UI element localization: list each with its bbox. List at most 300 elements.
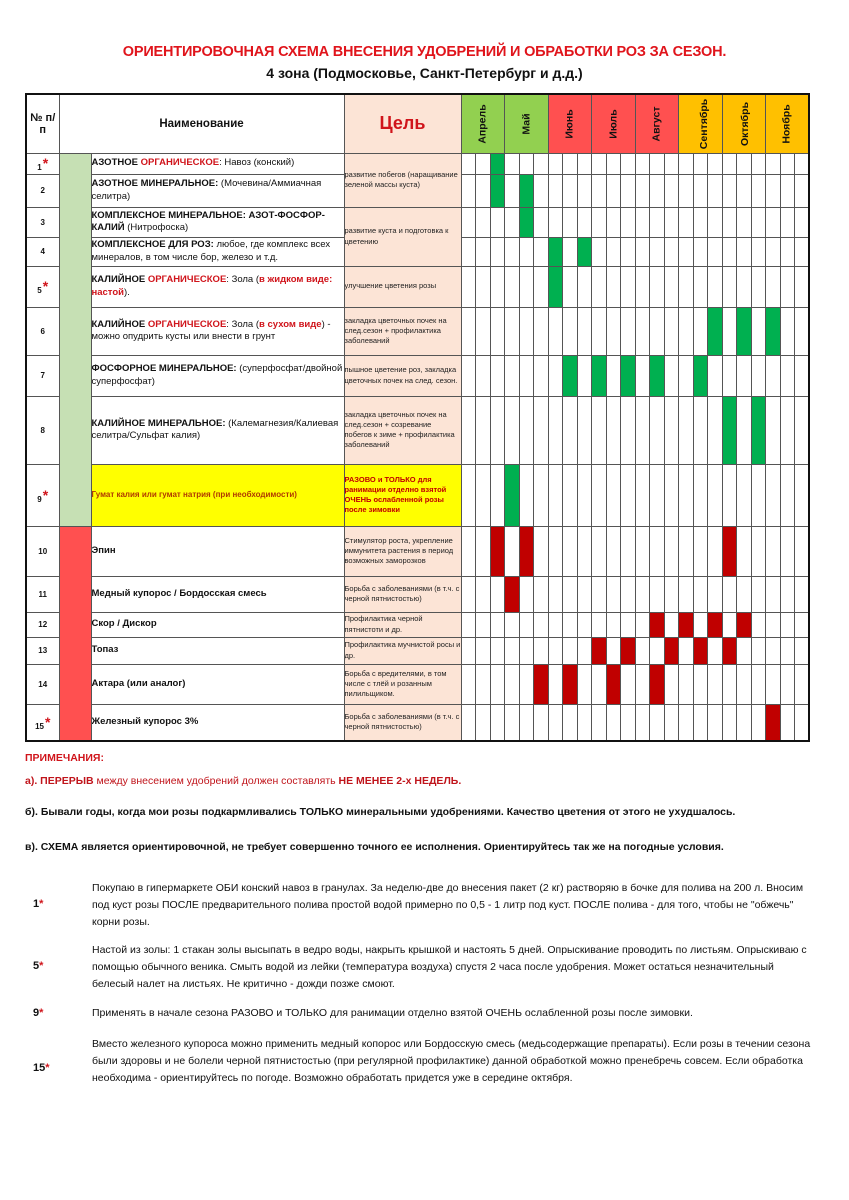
schedule-cell xyxy=(693,307,708,355)
schedule-cell xyxy=(621,704,636,741)
schedule-cell xyxy=(650,266,665,307)
schedule-cell xyxy=(679,266,694,307)
schedule-cell xyxy=(563,704,578,741)
schedule-cell xyxy=(505,704,520,741)
schedule-cell xyxy=(606,396,621,464)
schedule-cell xyxy=(708,464,723,526)
item-subtype: ОРГАНИЧЕСКОЕ xyxy=(147,318,227,330)
schedule-cell xyxy=(766,153,781,174)
schedule-cell xyxy=(621,664,636,704)
schedule-mark xyxy=(693,637,708,664)
schedule-cell xyxy=(708,664,723,704)
schedule-cell xyxy=(708,576,723,612)
schedule-cell xyxy=(722,664,737,704)
footnote-15 xyxy=(25,1036,815,1086)
schedule-cell xyxy=(679,464,694,526)
schedule-cell xyxy=(722,355,737,396)
schedule-cell xyxy=(780,612,795,637)
schedule-cell xyxy=(476,237,491,266)
schedule-cell xyxy=(708,637,723,664)
table-row xyxy=(26,207,809,237)
page-title: ОРИЕНТИРОВОЧНАЯ СХЕМА ВНЕСЕНИЯ УДОБРЕНИЙ И ОБРАБОТКИ РОЗ ЗА СЕЗОН. xyxy=(122,44,727,60)
schedule-cell xyxy=(751,637,766,664)
schedule-cell xyxy=(751,174,766,207)
schedule-cell xyxy=(548,464,563,526)
schedule-table xyxy=(25,93,810,742)
schedule-cell xyxy=(664,307,679,355)
schedule-cell xyxy=(708,266,723,307)
schedule-cell xyxy=(461,307,476,355)
schedule-cell xyxy=(577,704,592,741)
schedule-cell xyxy=(708,153,723,174)
schedule-cell xyxy=(592,576,607,612)
schedule-cell xyxy=(795,612,810,637)
schedule-cell xyxy=(461,704,476,741)
schedule-cell xyxy=(780,237,795,266)
footnote-9 xyxy=(25,1005,815,1022)
schedule-cell xyxy=(751,237,766,266)
schedule-cell xyxy=(461,174,476,207)
item-type: КАЛИЙНОЕ xyxy=(91,318,148,330)
schedule-mark xyxy=(650,355,665,396)
asterisk-icon: * xyxy=(39,960,44,972)
schedule-cell xyxy=(476,704,491,741)
schedule-cell xyxy=(519,396,534,464)
schedule-cell xyxy=(780,637,795,664)
page-subtitle: 4 зона (Подмосковье, Санкт-Петербург и д.д.) xyxy=(266,65,583,81)
schedule-cell xyxy=(548,704,563,741)
item-goal: закладка цветочных почек на след.сезон + созревание побегов к зиме + профилактика заболеваний xyxy=(344,396,461,464)
schedule-cell xyxy=(476,526,491,576)
item-name xyxy=(91,664,344,704)
schedule-cell xyxy=(476,207,491,237)
asterisk-icon: * xyxy=(42,155,49,171)
schedule-cell xyxy=(577,576,592,612)
schedule-cell xyxy=(577,355,592,396)
schedule-cell xyxy=(476,464,491,526)
schedule-cell xyxy=(708,355,723,396)
month-header xyxy=(722,94,766,153)
schedule-cell xyxy=(650,237,665,266)
schedule-cell xyxy=(461,237,476,266)
schedule-cell xyxy=(606,266,621,307)
schedule-cell xyxy=(679,355,694,396)
note-a-prefix: а). xyxy=(25,775,41,787)
schedule-cell xyxy=(722,612,737,637)
schedule-cell xyxy=(780,307,795,355)
item-form: в жидком виде: настой xyxy=(91,274,333,298)
schedule-cell xyxy=(563,612,578,637)
item-goal: Профилактика черной пятнистоти и др. xyxy=(344,612,461,637)
schedule-cell xyxy=(635,464,650,526)
schedule-cell xyxy=(461,612,476,637)
schedule-cell xyxy=(635,207,650,237)
schedule-cell xyxy=(606,612,621,637)
schedule-cell xyxy=(635,355,650,396)
schedule-cell xyxy=(490,396,505,464)
schedule-cell xyxy=(461,637,476,664)
table-row xyxy=(26,355,809,396)
schedule-cell xyxy=(693,174,708,207)
schedule-cell xyxy=(664,207,679,237)
schedule-cell xyxy=(548,174,563,207)
schedule-cell xyxy=(534,237,549,266)
schedule-cell xyxy=(461,664,476,704)
schedule-cell xyxy=(635,237,650,266)
row-number xyxy=(26,664,59,704)
row-number xyxy=(26,355,59,396)
item-goal: Борьба с заболеваниями (в т.ч. с черной пятнистостью) xyxy=(344,576,461,612)
item-name xyxy=(91,576,344,612)
schedule-cell xyxy=(679,637,694,664)
schedule-mark xyxy=(548,237,563,266)
schedule-cell xyxy=(766,612,781,637)
schedule-cell xyxy=(563,576,578,612)
schedule-cell xyxy=(679,237,694,266)
schedule-cell xyxy=(621,464,636,526)
schedule-cell xyxy=(505,612,520,637)
schedule-cell xyxy=(635,174,650,207)
row-number-text: 13 xyxy=(38,646,48,655)
schedule-cell xyxy=(548,576,563,612)
schedule-cell xyxy=(505,207,520,237)
schedule-cell xyxy=(592,526,607,576)
schedule-mark xyxy=(766,704,781,741)
schedule-cell xyxy=(679,396,694,464)
schedule-cell xyxy=(490,637,505,664)
schedule-cell xyxy=(606,704,621,741)
schedule-cell xyxy=(751,464,766,526)
item-detail: : Навоз (конский) xyxy=(219,157,295,169)
footnote-text: Настой из золы: 1 стакан золы высыпать в ведро воды, накрыть крышкой и настоять 5 дней. Опрыскивание проводить по листьям. Опрыскиваю с помощью обычного веника. Смыть водой из лейки (температура воздуха) спустя 2 часа после удобрения. Может остаться незначительный белесый налет на листьях. Не критично - дожди позже смоют. xyxy=(92,944,807,990)
item-type: АЗОТНОЕ xyxy=(91,157,141,169)
schedule-cell xyxy=(563,526,578,576)
schedule-cell xyxy=(635,307,650,355)
schedule-cell xyxy=(650,153,665,174)
item-name xyxy=(91,637,344,664)
footnote-1 xyxy=(25,880,815,930)
row-number xyxy=(26,153,59,174)
schedule-cell xyxy=(548,355,563,396)
month-label: Октябрь xyxy=(738,101,751,146)
schedule-cell xyxy=(679,526,694,576)
item-type: Медный купорос / Бордосская смесь xyxy=(91,587,267,599)
schedule-cell xyxy=(505,266,520,307)
row-number xyxy=(26,396,59,464)
row-number xyxy=(26,237,59,266)
schedule-cell xyxy=(476,307,491,355)
schedule-cell xyxy=(606,153,621,174)
schedule-mark xyxy=(505,464,520,526)
schedule-cell xyxy=(592,664,607,704)
schedule-cell xyxy=(577,526,592,576)
month-label: Сентябрь xyxy=(698,98,711,149)
schedule-cell xyxy=(635,266,650,307)
note-b: б). Бывали годы, когда мои розы подкармливались ТОЛЬКО минеральными удобрениями. Качество цветения от этого не ухудшалось. xyxy=(25,806,736,818)
item-detail: : Зола ( xyxy=(226,274,260,286)
schedule-cell xyxy=(548,153,563,174)
schedule-cell xyxy=(621,266,636,307)
row-number xyxy=(26,307,59,355)
row-number-text: 9 xyxy=(37,494,42,504)
schedule-cell xyxy=(621,174,636,207)
table-row xyxy=(26,266,809,307)
schedule-cell xyxy=(534,153,549,174)
item-goal: закладка цветочных почек на след.сезон + профилактика заболеваний xyxy=(344,307,461,355)
row-number xyxy=(26,576,59,612)
schedule-cell xyxy=(606,464,621,526)
schedule-cell xyxy=(563,307,578,355)
schedule-cell xyxy=(722,266,737,307)
schedule-cell xyxy=(577,612,592,637)
schedule-cell xyxy=(737,355,752,396)
schedule-cell xyxy=(635,153,650,174)
schedule-cell xyxy=(534,576,549,612)
schedule-cell xyxy=(635,704,650,741)
schedule-cell xyxy=(737,464,752,526)
item-detail-2: ) - можно опудрить кусты или внести в грунт xyxy=(91,318,331,342)
schedule-mark xyxy=(592,637,607,664)
schedule-cell xyxy=(693,704,708,741)
table-row xyxy=(26,396,809,464)
schedule-cell xyxy=(592,704,607,741)
schedule-cell xyxy=(548,637,563,664)
schedule-cell xyxy=(534,307,549,355)
note-v: в). СХЕМА является ориентировочной, не требует совершенно точного ее исполнения. Ориентируйтесь так же на погодные условия. xyxy=(25,841,724,853)
schedule-cell xyxy=(490,207,505,237)
schedule-cell xyxy=(519,464,534,526)
schedule-cell xyxy=(780,576,795,612)
schedule-cell xyxy=(664,526,679,576)
schedule-cell xyxy=(664,153,679,174)
schedule-cell xyxy=(490,464,505,526)
schedule-mark xyxy=(621,637,636,664)
schedule-cell xyxy=(534,266,549,307)
schedule-cell xyxy=(563,174,578,207)
schedule-cell xyxy=(519,704,534,741)
schedule-cell xyxy=(795,576,810,612)
row-number-text: 4 xyxy=(40,247,45,256)
schedule-cell xyxy=(563,637,578,664)
row-number-text: 11 xyxy=(38,589,47,599)
schedule-cell xyxy=(548,664,563,704)
schedule-mark xyxy=(679,612,694,637)
schedule-cell xyxy=(693,153,708,174)
schedule-cell xyxy=(664,704,679,741)
schedule-cell xyxy=(751,704,766,741)
footnote-text: Применять в начале сезона РАЗОВО и ТОЛЬКО для ранимации отделно взятой ОЧЕНЬ ослабленной розы после зимовки. xyxy=(92,1007,693,1019)
row-number xyxy=(26,174,59,207)
schedule-cell xyxy=(577,464,592,526)
schedule-cell xyxy=(693,207,708,237)
schedule-cell xyxy=(664,174,679,207)
schedule-cell xyxy=(606,576,621,612)
schedule-mark xyxy=(650,664,665,704)
schedule-cell xyxy=(490,664,505,704)
schedule-cell xyxy=(766,464,781,526)
item-detail-2: ). xyxy=(123,286,130,298)
schedule-cell xyxy=(490,307,505,355)
schedule-cell xyxy=(592,237,607,266)
schedule-cell xyxy=(780,153,795,174)
schedule-cell xyxy=(606,307,621,355)
month-header xyxy=(461,94,505,153)
schedule-cell xyxy=(476,664,491,704)
schedule-cell xyxy=(708,396,723,464)
schedule-cell xyxy=(476,355,491,396)
month-header xyxy=(766,94,810,153)
schedule-cell xyxy=(679,207,694,237)
asterisk-icon: * xyxy=(44,713,51,730)
schedule-cell xyxy=(548,526,563,576)
schedule-cell xyxy=(519,307,534,355)
note-a-text: между внесением удобрений должен составлять xyxy=(93,775,339,787)
schedule-cell xyxy=(708,704,723,741)
row-number-text: 6 xyxy=(40,326,45,336)
item-name xyxy=(91,207,344,237)
schedule-cell xyxy=(519,612,534,637)
schedule-cell xyxy=(650,396,665,464)
schedule-cell xyxy=(490,704,505,741)
schedule-cell xyxy=(505,637,520,664)
schedule-cell xyxy=(722,207,737,237)
schedule-mark xyxy=(490,153,505,174)
schedule-cell xyxy=(534,526,549,576)
schedule-mark xyxy=(621,355,636,396)
footnote-label: 9 xyxy=(33,1007,40,1019)
schedule-mark xyxy=(490,174,505,207)
schedule-cell xyxy=(679,664,694,704)
schedule-cell xyxy=(635,612,650,637)
schedule-mark xyxy=(693,355,708,396)
schedule-cell xyxy=(722,237,737,266)
schedule-cell xyxy=(505,396,520,464)
schedule-cell xyxy=(780,664,795,704)
table-row xyxy=(26,153,809,174)
schedule-cell xyxy=(722,704,737,741)
schedule-cell xyxy=(650,174,665,207)
schedule-cell xyxy=(795,704,810,741)
item-subtype: ОРГАНИЧЕСКОЕ xyxy=(140,157,220,169)
schedule-cell xyxy=(795,307,810,355)
schedule-cell xyxy=(592,396,607,464)
schedule-cell xyxy=(606,637,621,664)
schedule-cell xyxy=(766,207,781,237)
schedule-cell xyxy=(650,307,665,355)
item-type: АЗОТНОЕ МИНЕРАЛЬНОЕ: xyxy=(91,178,219,190)
schedule-cell xyxy=(476,612,491,637)
item-name xyxy=(91,464,344,526)
asterisk-icon: * xyxy=(42,486,49,503)
table-row xyxy=(26,526,809,576)
schedule-cell xyxy=(621,612,636,637)
schedule-cell xyxy=(737,207,752,237)
schedule-cell xyxy=(664,355,679,396)
item-type: Актара (или аналог) xyxy=(91,677,186,689)
schedule-cell xyxy=(795,637,810,664)
schedule-cell xyxy=(737,396,752,464)
row-number-text: 12 xyxy=(38,620,48,629)
schedule-cell xyxy=(751,207,766,237)
schedule-cell xyxy=(664,612,679,637)
schedule-cell xyxy=(606,355,621,396)
schedule-cell xyxy=(679,704,694,741)
schedule-cell xyxy=(650,637,665,664)
row-number xyxy=(26,637,59,664)
schedule-cell xyxy=(795,396,810,464)
row-number-text: 7 xyxy=(40,371,45,380)
item-goal: Борьба с вредителями, в том числе с тлёй и розанным пилильщиком. xyxy=(344,664,461,704)
schedule-cell xyxy=(548,612,563,637)
schedule-cell xyxy=(795,174,810,207)
schedule-cell xyxy=(490,266,505,307)
schedule-cell xyxy=(737,174,752,207)
table-row xyxy=(26,637,809,664)
notes-heading xyxy=(25,752,815,764)
schedule-cell xyxy=(780,355,795,396)
item-type: КОМПЛЕКСНОЕ ДЛЯ РОЗ: xyxy=(91,239,214,251)
row-number xyxy=(26,464,59,526)
schedule-cell xyxy=(635,576,650,612)
schedule-cell xyxy=(592,307,607,355)
month-header xyxy=(548,94,592,153)
schedule-cell xyxy=(708,174,723,207)
row-number-text: 15 xyxy=(35,721,44,731)
schedule-cell xyxy=(795,237,810,266)
schedule-cell xyxy=(751,266,766,307)
schedule-cell xyxy=(505,526,520,576)
schedule-cell xyxy=(563,207,578,237)
item-name xyxy=(91,526,344,576)
row-number xyxy=(26,266,59,307)
item-type: КАЛИЙНОЕ МИНЕРАЛЬНОЕ: xyxy=(91,417,226,429)
schedule-cell xyxy=(751,576,766,612)
schedule-cell xyxy=(606,526,621,576)
item-goal: Профилактика мучнистой росы и др. xyxy=(344,637,461,664)
item-detail: (Нитрофоска) xyxy=(124,222,189,233)
schedule-mark xyxy=(563,664,578,704)
item-goal: развитие побегов (наращивание зеленой массы куста) xyxy=(344,153,461,207)
schedule-cell xyxy=(737,266,752,307)
schedule-cell xyxy=(505,307,520,355)
schedule-cell xyxy=(461,526,476,576)
row-number xyxy=(26,207,59,237)
schedule-cell xyxy=(621,207,636,237)
schedule-cell xyxy=(519,664,534,704)
schedule-cell xyxy=(621,526,636,576)
schedule-mark xyxy=(722,637,737,664)
schedule-cell xyxy=(490,612,505,637)
note-a-bold2: НЕ МЕНЕЕ 2-х НЕДЕЛЬ. xyxy=(338,775,462,787)
schedule-cell xyxy=(751,307,766,355)
schedule-cell xyxy=(766,396,781,464)
item-detail: (Мочевина/Аммиачная селитра) xyxy=(91,178,322,202)
schedule-cell xyxy=(766,637,781,664)
footnote-5 xyxy=(25,942,815,992)
schedule-cell xyxy=(490,576,505,612)
schedule-cell xyxy=(490,237,505,266)
schedule-mark xyxy=(751,396,766,464)
schedule-cell xyxy=(693,612,708,637)
schedule-cell xyxy=(505,664,520,704)
schedule-cell xyxy=(650,526,665,576)
schedule-cell xyxy=(664,576,679,612)
schedule-cell xyxy=(461,266,476,307)
schedule-cell xyxy=(534,464,549,526)
month-label: Июль xyxy=(607,109,620,139)
schedule-cell xyxy=(722,576,737,612)
schedule-cell xyxy=(737,153,752,174)
